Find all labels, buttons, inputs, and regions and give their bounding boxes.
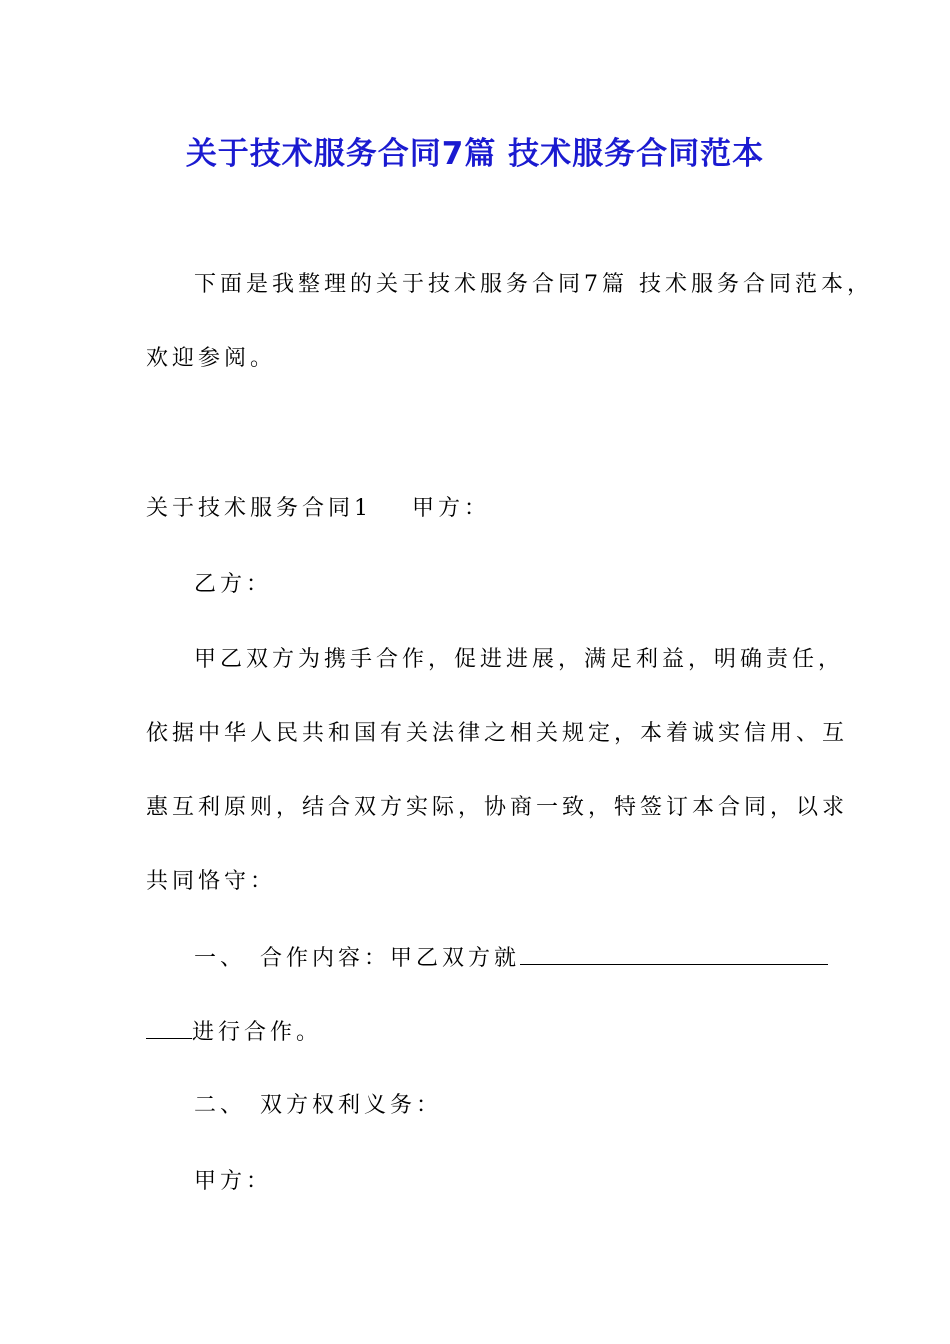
fill-in-blank xyxy=(520,942,828,965)
item-2-text: 双方权利义务： xyxy=(260,1093,443,1118)
para1-line-4: 共同恪守： xyxy=(146,869,277,894)
party-b-label: 乙方： xyxy=(194,572,273,597)
item-1-text: 合作内容：甲乙双方就 xyxy=(260,946,521,971)
intro-line-2: 欢迎参阅。 xyxy=(146,346,277,371)
para1-line-2: 依据中华人民共和国有关法律之相关规定，本着诚实信用、互 xyxy=(146,721,849,746)
section-heading: 关于技术服务合同1 xyxy=(146,496,372,521)
item-2-number: 二、 xyxy=(194,1093,247,1118)
para1-line-3: 惠互利原则，结合双方实际，协商一致，特签订本合同，以求 xyxy=(146,795,849,820)
fill-in-blank-continued xyxy=(146,1016,192,1039)
item-1-continuation: 进行合作。 xyxy=(192,1020,323,1045)
party-a-label-2: 甲方： xyxy=(194,1169,273,1194)
party-a-label: 甲方： xyxy=(412,496,491,521)
section-heading-row xyxy=(146,494,490,524)
item-1-row xyxy=(194,942,828,974)
item-1-continuation-row xyxy=(146,1016,322,1048)
document-title: 关于技术服务合同7篇 技术服务合同范本 xyxy=(185,136,765,172)
item-1-number: 一、 xyxy=(194,946,247,971)
para1-line-1: 甲乙双方为携手合作，促进进展，满足利益，明确责任， xyxy=(194,647,845,672)
intro-line-1: 下面是我整理的关于技术服务合同7篇 技术服务合同范本， xyxy=(194,272,873,297)
item-2-row xyxy=(194,1091,442,1121)
